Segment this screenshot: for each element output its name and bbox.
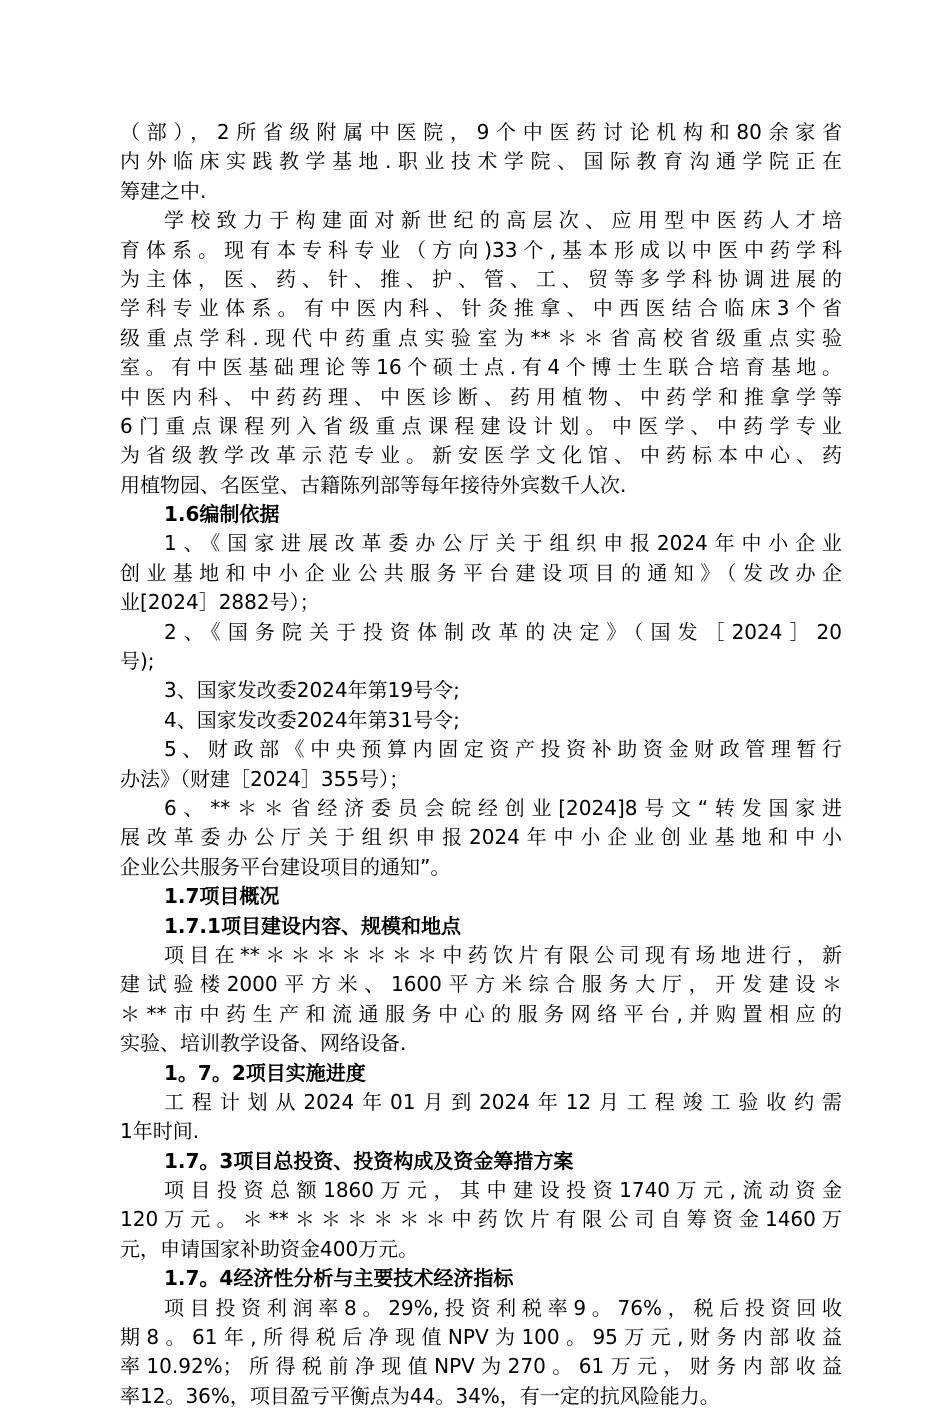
body-line: 率10.92%；所得税前净现值NPV为270。61万元，财务内部收益 — [120, 1354, 842, 1379]
subsection-heading: 1.7。3项目总投资、投资构成及资金筹措方案 — [164, 1148, 574, 1173]
body-line: ＊**市中药生产和流通服务中心的服务网络平台,并购置相应的 — [120, 1001, 842, 1026]
body-line: 项目在**＊＊＊＊＊＊＊中药饮片有限公司现有场地进行，新 — [164, 942, 842, 967]
body-line: 室。有中医基础理论等16个硕士点.有4个博士生联合培育基地。 — [120, 355, 842, 380]
body-line: 学科专业体系。有中医内科、针灸推拿、中西医结合临床3个省 — [120, 296, 842, 321]
subsection-heading: 1.7.1项目建设内容、规模和地点 — [164, 913, 461, 938]
body-line: 企业公共服务平台建设项目的通知”。 — [120, 854, 451, 879]
body-line: 项目投资总额1860万元，其中建设投资1740万元,流动资金 — [164, 1178, 842, 1203]
body-line: 创业基地和中小企业公共服务平台建设项目的通知》（发改办企 — [120, 560, 842, 585]
body-line: 展改革委办公厅关于组织申报2024年中小企业创业基地和中小 — [120, 825, 842, 850]
body-line: 用植物园、名医堂、古籍陈列部等每年接待外宾数千人次. — [120, 472, 627, 497]
body-line: 4、国家发改委2024年第31号令; — [164, 707, 460, 732]
body-line: 为省级教学改革示范专业。新安医学文化馆、中药标本中心、药 — [120, 443, 842, 468]
body-line: 2、《国务院关于投资体制改革的决定》（国发［2024］20 — [164, 619, 842, 644]
section-heading: 1.6编制依据 — [164, 502, 280, 527]
body-line: 6、**＊＊省经济委员会皖经创业[2024]8号文“转发国家进 — [164, 795, 842, 820]
body-line: 项目投资利润率8。29%,投资利税率9。76%，税后投资回收 — [164, 1295, 842, 1320]
body-line: 育体系。现有本专科专业（方向)33个,基本形成以中医中药学科 — [120, 237, 842, 262]
body-line: 实验、培训教学设备、网络设备. — [120, 1031, 407, 1056]
section-heading: 1.7项目概况 — [164, 884, 280, 909]
body-line: 3、国家发改委2024年第19号令; — [164, 678, 460, 703]
body-line: 建试验楼2000平方米、1600平方米综合服务大厅，开发建设＊ — [120, 972, 842, 997]
body-line: 1年时间. — [120, 1119, 200, 1144]
body-line: 内外临床实践教学基地.职业技术学院、国际教育沟通学院正在 — [120, 149, 842, 174]
body-line: 6门重点课程列入省级重点课程建设计划。中医学、中药学专业 — [120, 413, 842, 438]
body-line: 办法》（财建［2024］355号）； — [120, 766, 410, 791]
body-line: 工程计划从2024年01月到2024年12月工程竣工验收约需 — [164, 1089, 842, 1114]
body-line: 号); — [120, 649, 155, 674]
body-line: 元，申请国家补助资金400万元。 — [120, 1236, 419, 1261]
body-line: 率12。36%，项目盈亏平衡点为44。34%，有一定的抗风险能力。 — [120, 1383, 720, 1408]
subsection-heading: 1。7。2项目实施进度 — [164, 1060, 366, 1085]
body-line: 为主体，医、药、针、推、护、管、工、贸等多学科协调进展的 — [120, 266, 842, 291]
body-line: 学校致力于构建面对新世纪的高层次、应用型中医药人才培 — [164, 208, 842, 233]
body-line: 期8。61年,所得税后净现值NPV为100。95万元,财务内部收益 — [120, 1325, 842, 1350]
body-line: 中医内科、中药药理、中医诊断、药用植物、中药学和推拿学等 — [120, 384, 842, 409]
body-line: 筹建之中. — [120, 178, 207, 203]
body-line: 120万元。＊**＊＊＊＊＊＊中药饮片有限公司自筹资金1460万 — [120, 1207, 842, 1232]
body-line: 1、《国家进展改革委办公厅关于组织申报2024年中小企业 — [164, 531, 842, 556]
body-line: 级重点学科.现代中药重点实验室为**＊＊省高校省级重点实验 — [120, 325, 842, 350]
subsection-heading: 1.7。4经济性分析与主要技术经济指标 — [164, 1266, 514, 1291]
body-line: （部），2所省级附属中医院，9个中医药讨论机构和80余家省 — [120, 120, 842, 144]
body-line: 5、财政部《中央预算内固定资产投资补助资金财政管理暂行 — [164, 737, 842, 762]
document-body — [120, 118, 842, 1411]
body-line: 业[2024］2882号）； — [120, 590, 320, 615]
